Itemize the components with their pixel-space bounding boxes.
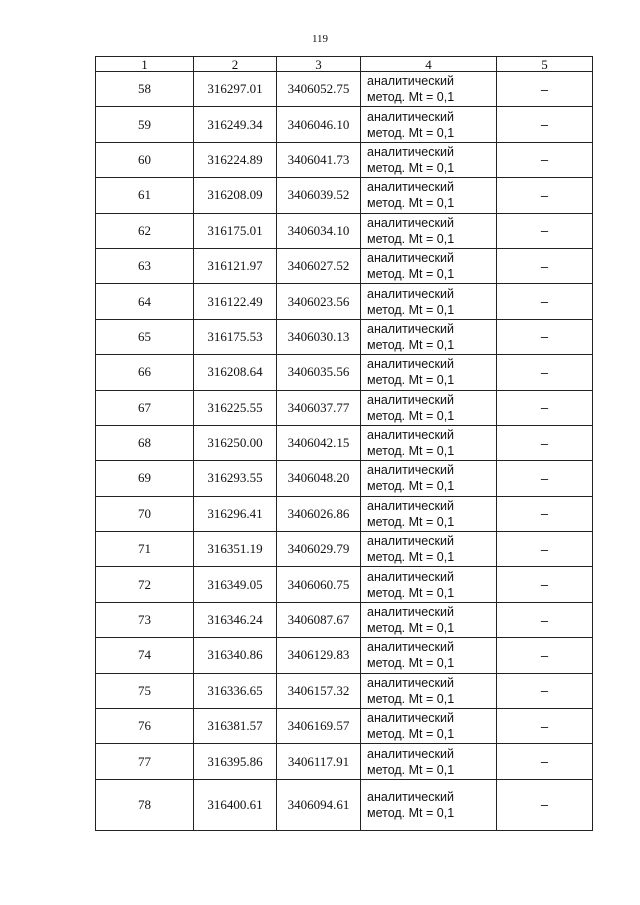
table-row [96, 319, 593, 354]
coord-x: 316293.55 [194, 461, 277, 496]
coord-y: 3406041.73 [277, 142, 361, 177]
point-number: 72 [96, 567, 194, 602]
method-cell [361, 142, 497, 177]
table-row [96, 744, 593, 779]
coord-x: 316349.05 [194, 567, 277, 602]
coord-y: 3406034.10 [277, 213, 361, 248]
note-dash: – [497, 567, 593, 602]
coord-y: 3406029.79 [277, 532, 361, 567]
point-number: 62 [96, 213, 194, 248]
note-dash: – [497, 390, 593, 425]
method-cell [361, 107, 497, 142]
note-dash: – [497, 673, 593, 708]
method-cell [361, 532, 497, 567]
method-line-2: метод. Mt = 0,1 [367, 762, 455, 777]
point-number: 70 [96, 496, 194, 531]
method-line-1: аналитический [367, 321, 454, 336]
point-number: 71 [96, 532, 194, 567]
coord-x: 316381.57 [194, 709, 277, 744]
table-row [96, 72, 593, 107]
method-line-1: аналитический [367, 640, 454, 655]
method-line-2: метод. Mt = 0,1 [367, 408, 455, 423]
method-cell [361, 390, 497, 425]
method-line-2: метод. Mt = 0,1 [367, 231, 455, 246]
table-row [96, 602, 593, 637]
table-row [96, 673, 593, 708]
note-dash: – [497, 744, 593, 779]
table-row [96, 284, 593, 319]
method-cell [361, 673, 497, 708]
note-dash: – [497, 425, 593, 460]
note-dash: – [497, 532, 593, 567]
method-line-2: метод. Mt = 0,1 [367, 444, 455, 459]
method-cell [361, 496, 497, 531]
coord-y: 3406046.10 [277, 107, 361, 142]
method-cell [361, 72, 497, 107]
note-dash: – [497, 319, 593, 354]
method-line-2: метод. Mt = 0,1 [367, 125, 455, 140]
method-line-2: метод. Mt = 0,1 [367, 621, 455, 636]
point-number: 59 [96, 107, 194, 142]
table-row [96, 496, 593, 531]
table-row [96, 248, 593, 283]
coord-x: 316351.19 [194, 532, 277, 567]
method-line-1: аналитический [367, 711, 454, 726]
method-cell [361, 709, 497, 744]
method-cell [361, 213, 497, 248]
method-cell [361, 284, 497, 319]
method-line-1: аналитический [367, 215, 454, 230]
method-line-2: метод. Mt = 0,1 [367, 585, 455, 600]
coord-y: 3406027.52 [277, 248, 361, 283]
coord-y: 3406023.56 [277, 284, 361, 319]
method-line-1: аналитический [367, 428, 454, 443]
coord-y: 3406129.83 [277, 638, 361, 673]
point-number: 78 [96, 779, 194, 830]
header-col-2: 2 [194, 57, 277, 72]
note-dash: – [497, 178, 593, 213]
point-number: 67 [96, 390, 194, 425]
coord-y: 3406026.86 [277, 496, 361, 531]
point-number: 58 [96, 72, 194, 107]
method-line-1: аналитический [367, 286, 454, 301]
coord-x: 316346.24 [194, 602, 277, 637]
method-cell [361, 461, 497, 496]
method-cell [361, 355, 497, 390]
coord-x: 316249.34 [194, 107, 277, 142]
method-line-2: метод. Mt = 0,1 [367, 805, 455, 820]
coord-x: 316175.01 [194, 213, 277, 248]
note-dash: – [497, 709, 593, 744]
table-row [96, 532, 593, 567]
coord-x: 316122.49 [194, 284, 277, 319]
coord-x: 316297.01 [194, 72, 277, 107]
point-number: 69 [96, 461, 194, 496]
note-dash: – [497, 248, 593, 283]
method-line-2: метод. Mt = 0,1 [367, 514, 455, 529]
coord-x: 316400.61 [194, 779, 277, 830]
method-line-2: метод. Mt = 0,1 [367, 373, 455, 388]
coord-y: 3406048.20 [277, 461, 361, 496]
method-line-1: аналитический [367, 144, 454, 159]
table-row [96, 779, 593, 830]
coord-y: 3406094.61 [277, 779, 361, 830]
coord-x: 316250.00 [194, 425, 277, 460]
coord-y: 3406087.67 [277, 602, 361, 637]
table-row [96, 107, 593, 142]
coord-x: 316121.97 [194, 248, 277, 283]
coord-x: 316296.41 [194, 496, 277, 531]
table-row [96, 355, 593, 390]
point-number: 66 [96, 355, 194, 390]
table-row [96, 709, 593, 744]
method-line-2: метод. Mt = 0,1 [367, 196, 455, 211]
method-line-1: аналитический [367, 746, 454, 761]
point-number: 76 [96, 709, 194, 744]
method-cell [361, 779, 497, 830]
coord-y: 3406039.52 [277, 178, 361, 213]
table-row [96, 425, 593, 460]
page-number: 119 [311, 33, 329, 45]
coord-x: 316208.64 [194, 355, 277, 390]
point-number: 61 [96, 178, 194, 213]
method-cell [361, 248, 497, 283]
method-line-2: метод. Mt = 0,1 [367, 656, 455, 671]
method-line-2: метод. Mt = 0,1 [367, 727, 455, 742]
coordinates-table [95, 56, 593, 831]
coord-x: 316336.65 [194, 673, 277, 708]
method-line-2: метод. Mt = 0,1 [367, 267, 455, 282]
coord-y: 3406060.75 [277, 567, 361, 602]
note-dash: – [497, 284, 593, 319]
method-line-2: метод. Mt = 0,1 [367, 337, 455, 352]
note-dash: – [497, 142, 593, 177]
point-number: 68 [96, 425, 194, 460]
method-line-1: аналитический [367, 251, 454, 266]
note-dash: – [497, 779, 593, 830]
header-col-4: 4 [361, 57, 497, 72]
method-cell [361, 744, 497, 779]
method-line-2: метод. Mt = 0,1 [367, 550, 455, 565]
note-dash: – [497, 213, 593, 248]
note-dash: – [497, 602, 593, 637]
point-number: 64 [96, 284, 194, 319]
method-cell [361, 319, 497, 354]
point-number: 73 [96, 602, 194, 637]
method-line-1: аналитический [367, 534, 454, 549]
table-row [96, 390, 593, 425]
header-col-3: 3 [277, 57, 361, 72]
method-line-1: аналитический [367, 789, 454, 804]
coord-x: 316224.89 [194, 142, 277, 177]
coord-y: 3406117.91 [277, 744, 361, 779]
point-number: 77 [96, 744, 194, 779]
point-number: 75 [96, 673, 194, 708]
table-row [96, 142, 593, 177]
note-dash: – [497, 107, 593, 142]
coord-y: 3406037.77 [277, 390, 361, 425]
table-row [96, 567, 593, 602]
coord-y: 3406042.15 [277, 425, 361, 460]
method-cell [361, 638, 497, 673]
point-number: 60 [96, 142, 194, 177]
method-line-1: аналитический [367, 180, 454, 195]
method-line-2: метод. Mt = 0,1 [367, 302, 455, 317]
point-number: 74 [96, 638, 194, 673]
method-line-2: метод. Mt = 0,1 [367, 479, 455, 494]
coord-x: 316225.55 [194, 390, 277, 425]
method-line-2: метод. Mt = 0,1 [367, 691, 455, 706]
table-row [96, 213, 593, 248]
method-line-2: метод. Mt = 0,1 [367, 90, 455, 105]
note-dash: – [497, 638, 593, 673]
method-cell [361, 567, 497, 602]
method-cell [361, 602, 497, 637]
header-col-5: 5 [497, 57, 593, 72]
note-dash: – [497, 496, 593, 531]
coord-y: 3406035.56 [277, 355, 361, 390]
table-row [96, 638, 593, 673]
method-line-1: аналитический [367, 357, 454, 372]
method-line-2: метод. Mt = 0,1 [367, 160, 455, 175]
method-line-1: аналитический [367, 569, 454, 584]
point-number: 65 [96, 319, 194, 354]
coord-y: 3406157.32 [277, 673, 361, 708]
note-dash: – [497, 461, 593, 496]
method-line-1: аналитический [367, 109, 454, 124]
point-number: 63 [96, 248, 194, 283]
header-col-1: 1 [96, 57, 194, 72]
method-cell [361, 425, 497, 460]
coord-y: 3406169.57 [277, 709, 361, 744]
coord-y: 3406052.75 [277, 72, 361, 107]
table-body [96, 72, 593, 831]
table-row [96, 461, 593, 496]
note-dash: – [497, 72, 593, 107]
table-row [96, 178, 593, 213]
method-line-1: аналитический [367, 675, 454, 690]
method-cell [361, 178, 497, 213]
coord-x: 316175.53 [194, 319, 277, 354]
coord-x: 316395.86 [194, 744, 277, 779]
table-header-row [96, 57, 593, 72]
coord-x: 316208.09 [194, 178, 277, 213]
method-line-1: аналитический [367, 392, 454, 407]
method-line-1: аналитический [367, 498, 454, 513]
method-line-1: аналитический [367, 605, 454, 620]
method-line-1: аналитический [367, 74, 454, 89]
method-line-1: аналитический [367, 463, 454, 478]
coord-y: 3406030.13 [277, 319, 361, 354]
note-dash: – [497, 355, 593, 390]
coord-x: 316340.86 [194, 638, 277, 673]
